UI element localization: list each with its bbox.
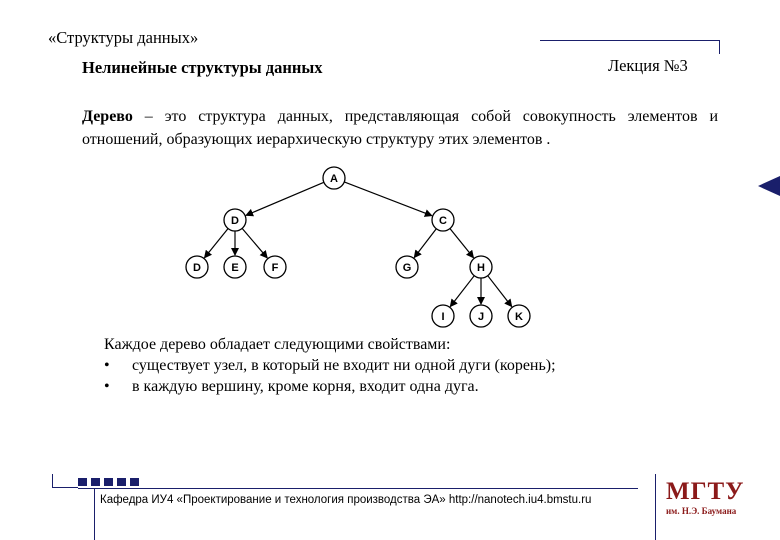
tree-edge-arrow [242,228,267,257]
footer-divider [94,488,95,540]
bullet: • [104,378,110,395]
tree-node [432,209,454,231]
tree-node-label: H [477,262,485,274]
section-title: Нелинейные структуры данных [82,58,323,77]
bullet: • [104,357,110,374]
tree-node-label: E [231,262,239,274]
properties-intro: Каждое дерево обладает следующими свойствами: [104,336,451,353]
university-logo-subtitle: им. Н.Э. Баумана [666,506,737,516]
tree-node [323,167,345,189]
list-item [104,355,556,376]
footer-corner-line [52,474,53,488]
tree-node-label: D [193,262,201,274]
tree-node [470,305,492,327]
footer-separator [655,474,656,540]
tree-node-label: I [441,311,445,323]
definition-term: Дерево [82,108,133,125]
tree-node [186,256,208,278]
definition-text: – это структура данных, представляющая собой совокупность элементов и отношений, образующих иерархическую структуру этих элементов . [82,108,718,148]
properties-block [104,334,556,397]
footer-dots [78,478,139,486]
tree-node [224,256,246,278]
tree-node [396,256,418,278]
tree-edges [205,182,512,307]
footer-corner-line [52,487,78,488]
property-text: существует узел, в который не входит ни одной дуги (корень); [132,357,556,374]
tree-edge-arrow [488,276,512,307]
list-item [104,376,556,397]
tree-node [508,305,530,327]
footer-dot [78,478,87,486]
tree-node [470,256,492,278]
properties-list [104,355,556,397]
tree-edge-arrow [450,229,474,258]
lecture-label: Лекция №3 [608,56,688,75]
side-marker-triangle [758,176,780,196]
tree-edge-arrow [246,182,324,215]
tree-node-label: J [477,311,485,323]
tree-node [224,209,246,231]
tree-edge-arrow [344,182,432,216]
tree-edge-arrow [414,229,436,258]
property-text: в каждую вершину, кроме корня, входит одна дуга. [132,378,479,395]
footer-dot [104,478,113,486]
tree-node-label: G [402,262,412,274]
footer-dot [130,478,139,486]
tree-edge-arrow [450,276,474,307]
tree-nodes [186,167,530,327]
tree-node-label: D [231,215,239,227]
university-logo: МГТУ [666,478,745,505]
footer-dot [91,478,100,486]
footer-rule [78,488,638,489]
footer-dot [117,478,126,486]
course-title: «Структуры данных» [48,28,199,47]
tree-node [432,305,454,327]
tree-edge-arrow [205,229,229,258]
tree-node [264,256,286,278]
tree-node-label: A [330,173,338,185]
tree-node-label: K [515,311,523,323]
tree-node-label: F [271,262,279,274]
department-footer: Кафедра ИУ4 «Проектирование и технология производства ЭА» http://nanotech.iu4.bmstu.ru [100,494,592,506]
tree-node-label: C [439,215,447,227]
